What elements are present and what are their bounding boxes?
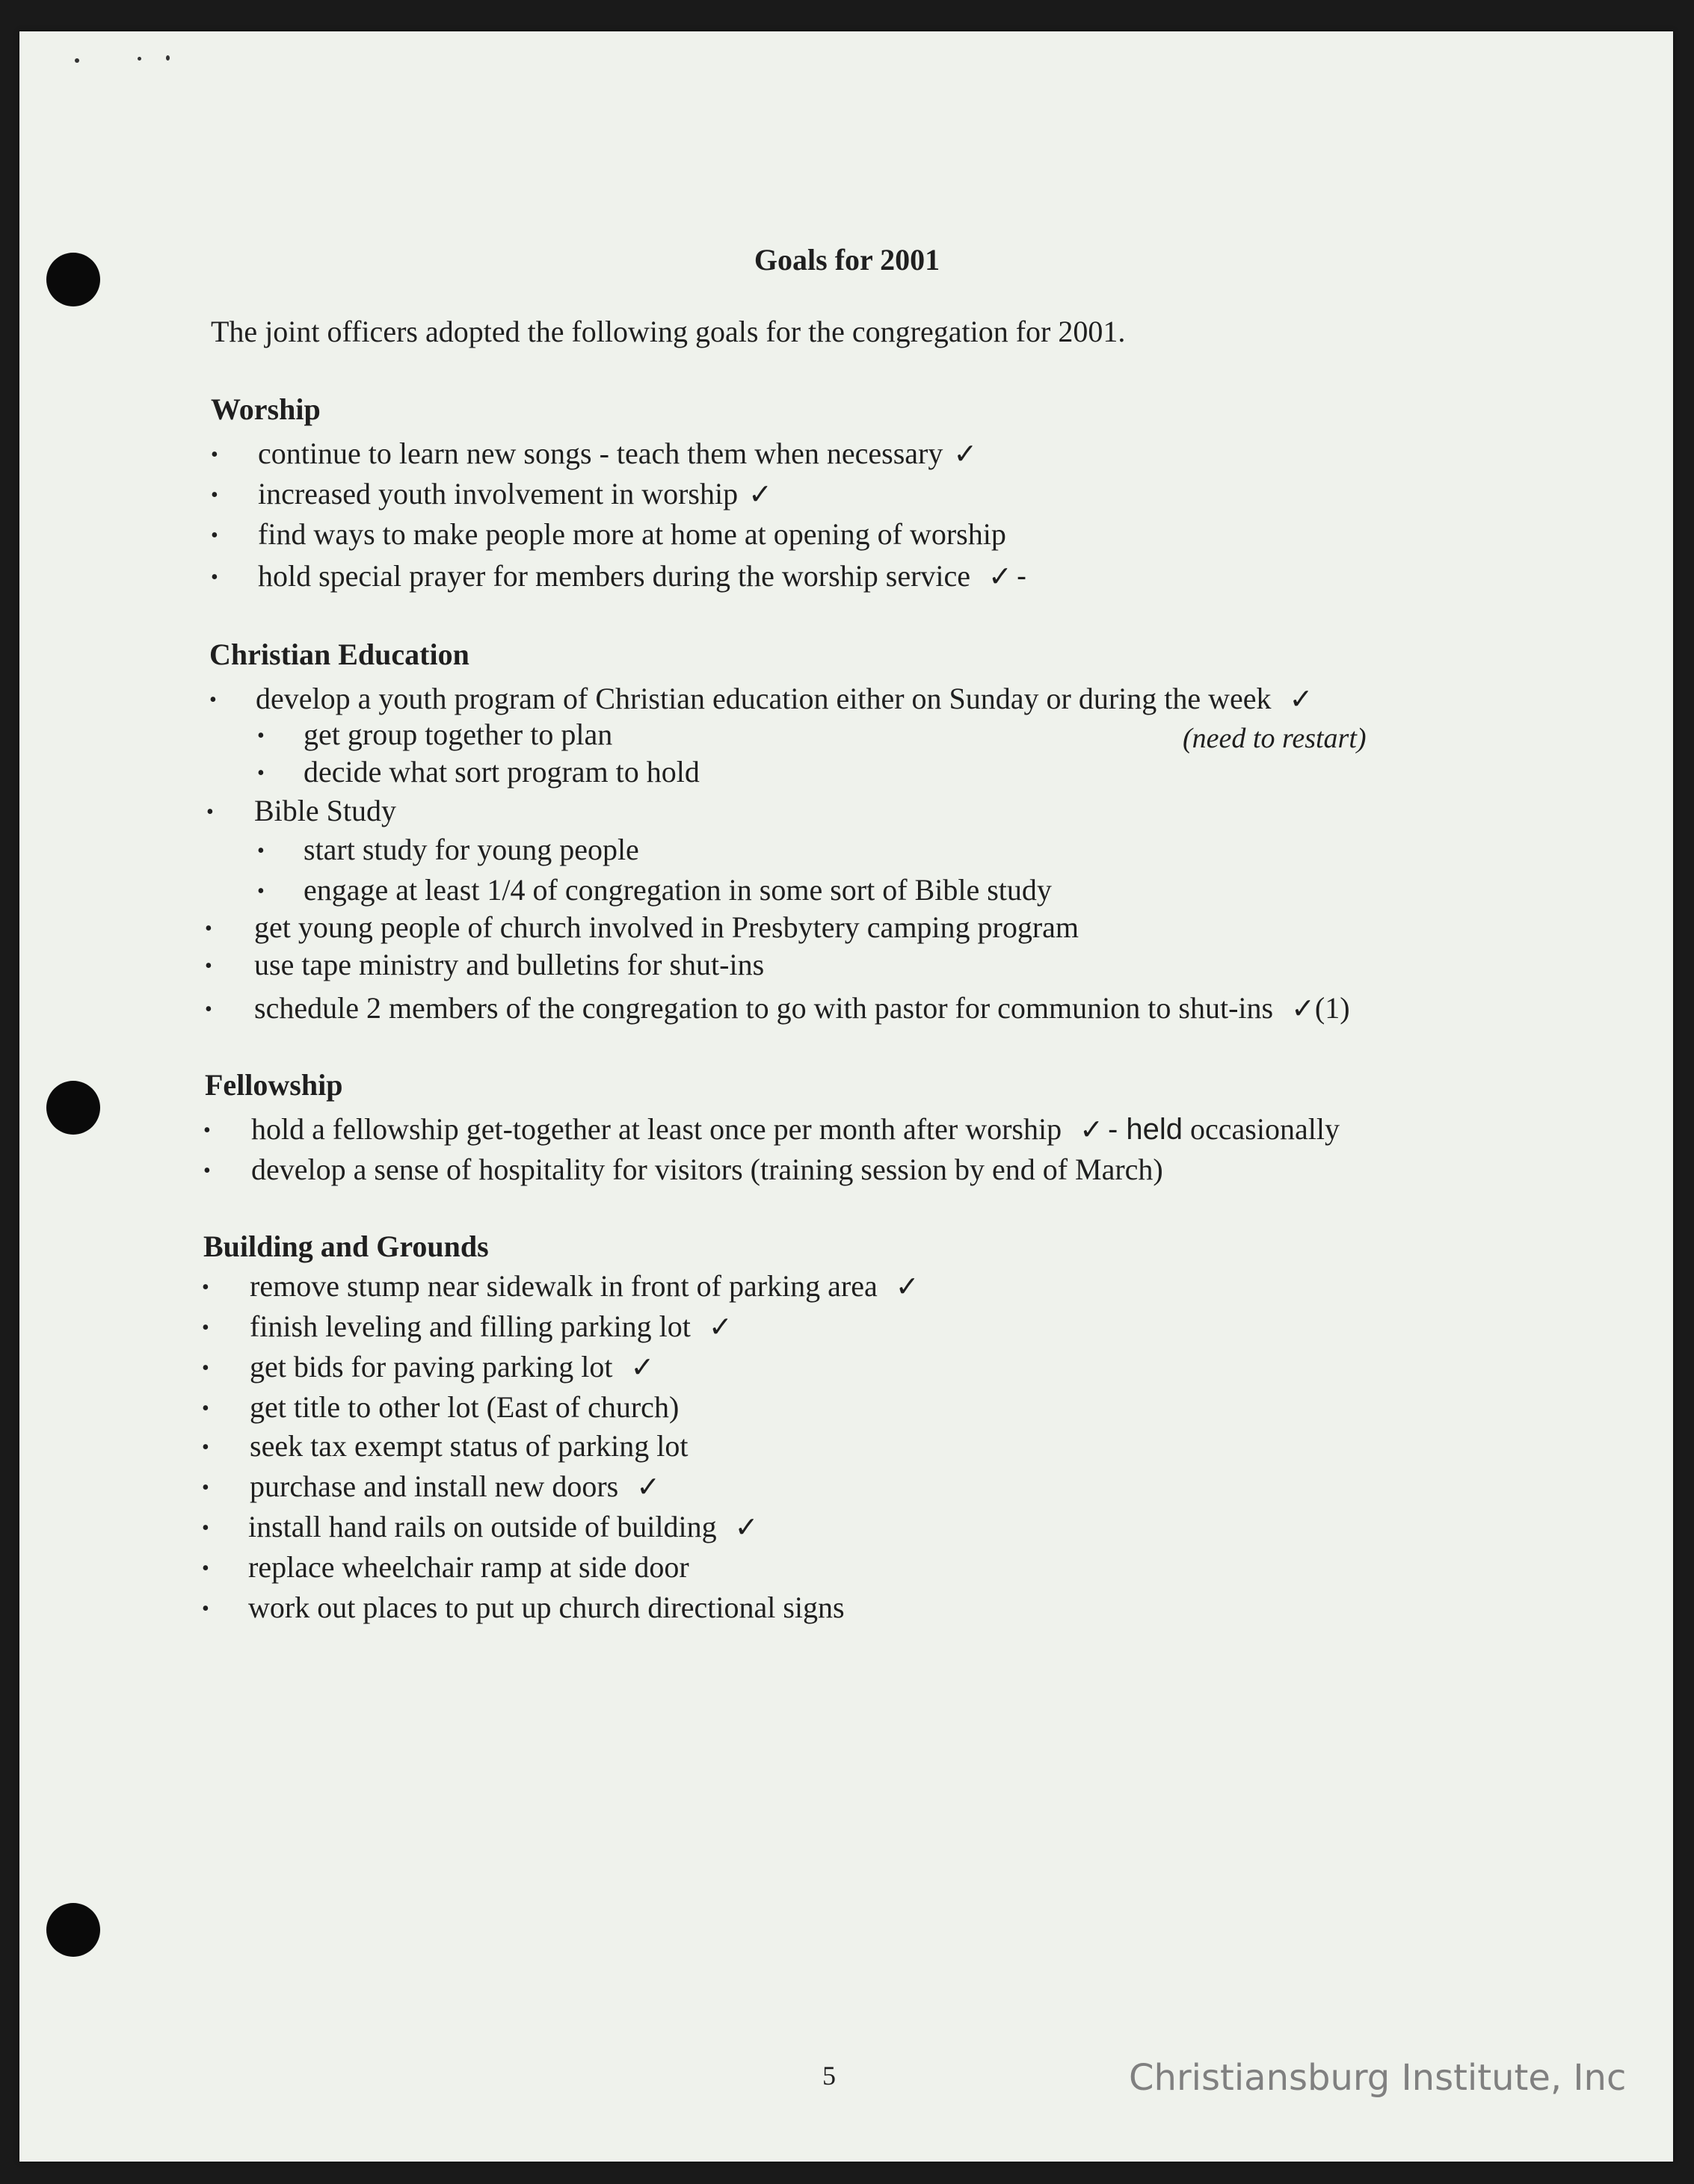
list-item: develop a sense of hospitality for visitors (training session by end of March) [251, 1153, 1163, 1186]
check-mark-icon: ✓ [953, 437, 978, 470]
bullet: • [202, 1397, 209, 1420]
section-heading-worship: Worship [211, 392, 321, 426]
bullet: • [202, 1357, 209, 1380]
list-item: schedule 2 members of the congregation to go with pastor for communion to shut-ins ✓(1) [254, 991, 1350, 1025]
bullet: • [257, 839, 265, 863]
check-mark-icon: ✓ [895, 1270, 920, 1303]
check-mark-icon: ✓ [734, 1511, 759, 1543]
list-item: engage at least 1/4 of congregation in some sort of Bible study [304, 873, 1052, 907]
list-item: find ways to make people more at home at opening of worship [258, 517, 1006, 551]
intro-text: The joint officers adopted the following goals for the congregation for 2001. [211, 315, 1126, 348]
section-heading-fellowship: Fellowship [205, 1068, 343, 1102]
bullet: • [211, 524, 218, 547]
bullet: • [202, 1436, 209, 1459]
bullet: • [205, 917, 212, 940]
bullet: • [211, 443, 218, 466]
list-item: hold a fellowship get-together at least once per month after worship ✓ - held occasionally [251, 1112, 1340, 1146]
bullet: • [202, 1517, 209, 1540]
bullet: • [202, 1276, 209, 1299]
check-mark-icon: ✓ [748, 478, 772, 510]
bullet: • [205, 954, 212, 978]
list-item: get young people of church involved in Presbytery camping program [254, 910, 1079, 944]
speck [166, 55, 170, 61]
page-title: Goals for 2001 [754, 243, 940, 277]
list-item: purchase and install new doors ✓ [250, 1469, 661, 1503]
list-item: finish leveling and filling parking lot ✓ [250, 1310, 733, 1343]
check-mark-icon: ✓ [988, 560, 1012, 593]
list-item: install hand rails on outside of building ✓ [248, 1510, 759, 1543]
list-item: decide what sort program to hold [304, 755, 700, 789]
page-number: 5 [822, 2061, 836, 2091]
check-mark-icon: ✓ [636, 1470, 661, 1503]
list-item: remove stump near sidewalk in front of parking area ✓ [250, 1269, 920, 1303]
bullet: • [205, 998, 212, 1021]
bullet: • [257, 880, 265, 903]
list-item: replace wheelchair ramp at side door [248, 1550, 689, 1584]
bullet: • [209, 688, 217, 712]
bullet: • [257, 724, 265, 747]
watermark: Christiansburg Institute, Inc [1129, 2057, 1627, 2099]
list-item: get group together to plan [304, 718, 613, 751]
list-item: get bids for paving parking lot ✓ [250, 1350, 655, 1383]
list-item: hold special prayer for members during the worship service ✓ - [258, 559, 1027, 593]
punch-hole [46, 1903, 100, 1957]
speck [138, 57, 141, 61]
list-item: increased youth involvement in worship ✓ [258, 477, 772, 510]
bullet: • [206, 801, 214, 824]
list-item: work out places to put up church directional signs [248, 1591, 845, 1624]
check-mark-icon: ✓ [708, 1310, 733, 1343]
list-item: continue to learn new songs - teach them when necessary ✓ [258, 437, 978, 470]
check-mark-icon: ✓ [1079, 1113, 1103, 1146]
handwritten-note: (need to restart) [1183, 723, 1367, 754]
bullet: • [202, 1557, 209, 1580]
bullet: • [211, 484, 218, 507]
section-heading-education: Christian Education [209, 638, 469, 671]
check-mark-icon: ✓ [1291, 992, 1315, 1025]
bullet: • [211, 566, 218, 589]
bullet: • [202, 1316, 209, 1339]
list-item: start study for young people [304, 833, 639, 866]
check-mark-icon: ✓ [1289, 682, 1313, 715]
list-item: Bible Study [254, 794, 397, 827]
list-item: get title to other lot (East of church) [250, 1390, 680, 1424]
list-item: seek tax exempt status of parking lot [250, 1429, 689, 1463]
check-mark-icon: ✓ [630, 1351, 655, 1383]
list-item: develop a youth program of Christian education either on Sunday or during the week ✓ [256, 682, 1313, 715]
bullet: • [203, 1119, 211, 1142]
bullet: • [202, 1476, 209, 1499]
bullet: • [203, 1159, 211, 1182]
bullet: • [202, 1597, 209, 1620]
section-heading-grounds: Building and Grounds [203, 1230, 489, 1263]
speck [75, 58, 79, 63]
bullet: • [257, 762, 265, 785]
punch-hole [46, 1081, 100, 1135]
list-item: use tape ministry and bulletins for shut-ins [254, 948, 765, 981]
